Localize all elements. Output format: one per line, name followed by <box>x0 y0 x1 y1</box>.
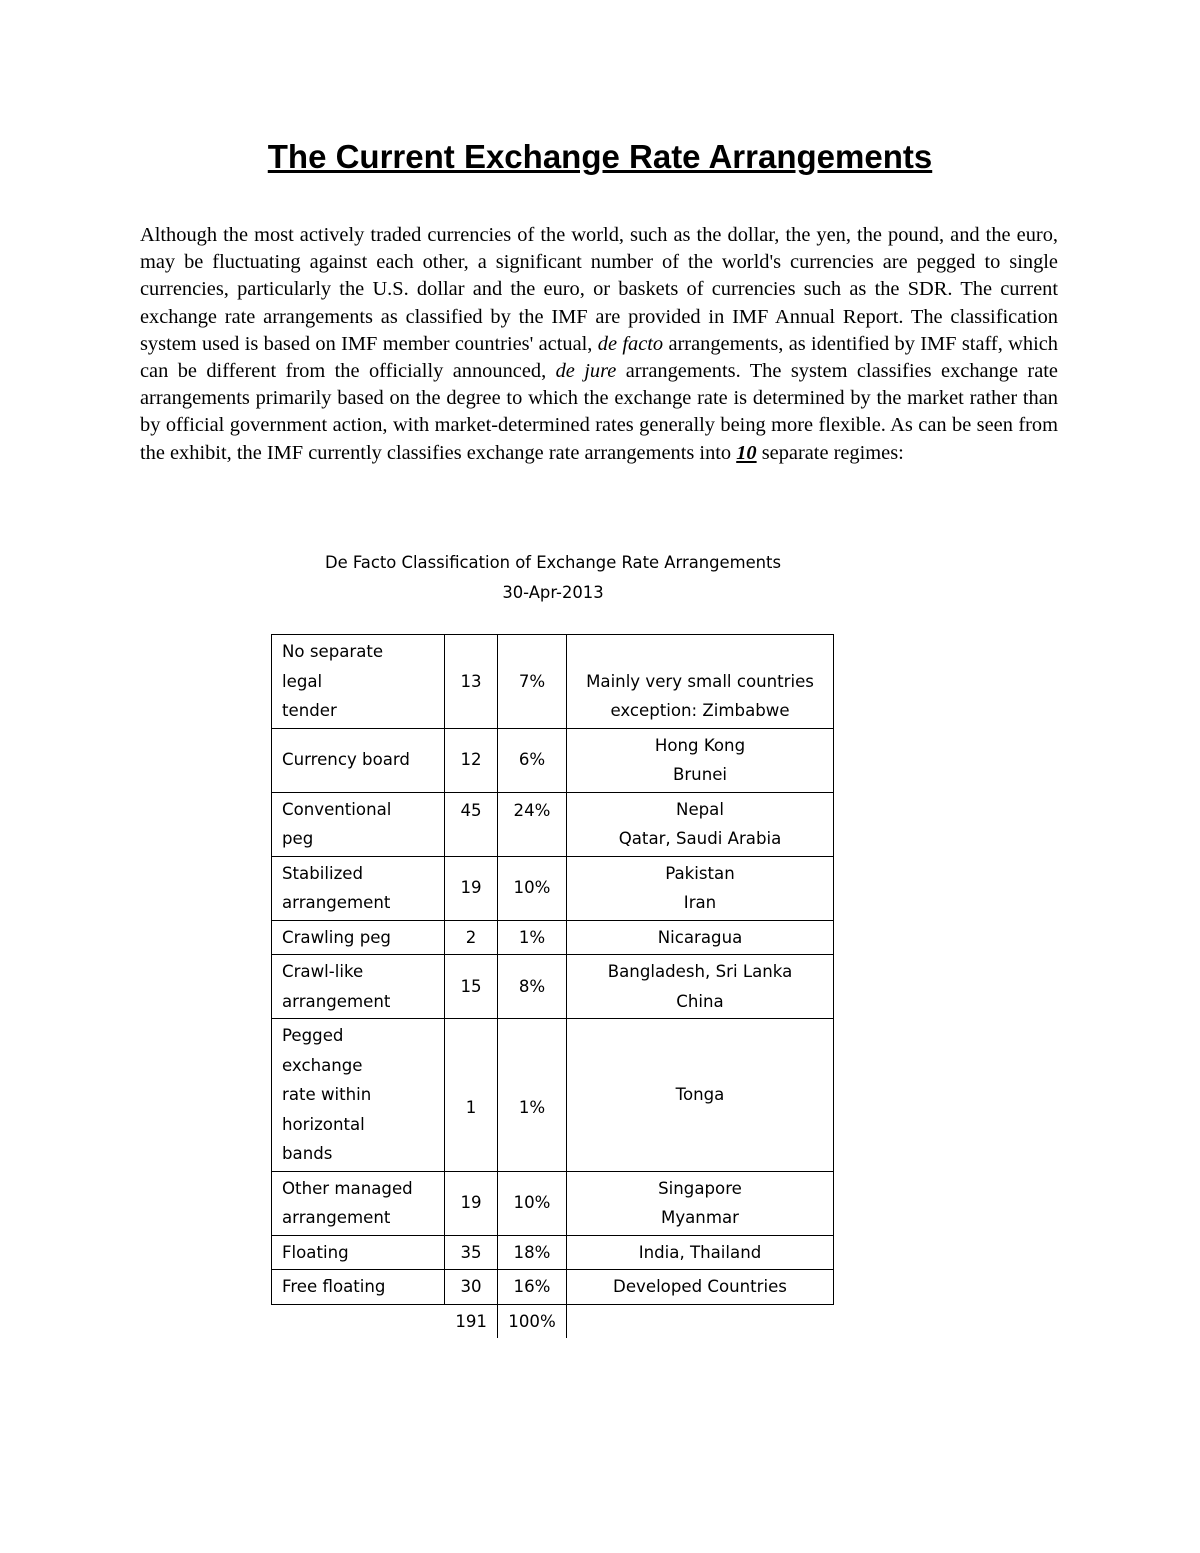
row-examples: Hong Kong Brunei <box>567 728 834 792</box>
table-caption-date: 30-Apr-2013 <box>502 583 604 602</box>
row-examples: Nepal Qatar, Saudi Arabia <box>567 792 834 856</box>
row-count: 45 <box>445 792 498 856</box>
row-label: Conventional peg <box>272 792 445 856</box>
row-examples: Nicaragua <box>567 920 834 955</box>
row-count: 15 <box>445 955 498 1019</box>
row-label: Stabilized arrangement <box>272 856 445 920</box>
table-row <box>272 1270 834 1305</box>
para-text-2: arrangements, as identified by IMF staff, which can be different from the officially announced, <box>140 332 1058 383</box>
total-examples-empty <box>567 1304 834 1338</box>
table-row <box>272 920 834 955</box>
total-count: 191 <box>445 1304 498 1338</box>
para-regime-count: 10 <box>736 441 757 464</box>
row-count: 2 <box>445 920 498 955</box>
row-percent: 10% <box>498 856 567 920</box>
table-row <box>272 856 834 920</box>
row-count: 1 <box>445 1019 498 1172</box>
table-row <box>272 1235 834 1270</box>
row-examples: Mainly very small countries exception: Zimbabwe <box>567 635 834 729</box>
row-label: Crawling peg <box>272 920 445 955</box>
table-row <box>272 792 834 856</box>
row-label: No separate legal tender <box>272 635 445 729</box>
total-percent: 100% <box>498 1304 567 1338</box>
para-text-3: arrangements. The system classifies exchange rate arrangements primarily based on the degree to which the exchange rate is determined by the market rather than by official government action, with market-determined rates generally being more flexible. As can be seen from the exhibit, the IMF currently classifies exchange rate arrangements into <box>140 360 1058 464</box>
row-label: Other managed arrangement <box>272 1171 445 1235</box>
row-examples: Singapore Myanmar <box>567 1171 834 1235</box>
table-row <box>272 955 834 1019</box>
table-row <box>272 1019 834 1172</box>
row-count: 19 <box>445 1171 498 1235</box>
row-label: Pegged exchange rate within horizontal bands <box>272 1019 445 1172</box>
row-count: 12 <box>445 728 498 792</box>
row-count: 19 <box>445 856 498 920</box>
row-label: Crawl-like arrangement <box>272 955 445 1019</box>
row-percent: 1% <box>498 920 567 955</box>
total-label-empty <box>272 1304 445 1338</box>
row-percent: 24% <box>498 792 567 856</box>
page-title: The Current Exchange Rate Arrangements <box>267 138 933 175</box>
total-row <box>272 1304 834 1338</box>
row-percent: 1% <box>498 1019 567 1172</box>
row-count: 13 <box>445 635 498 729</box>
para-text-1: Although the most actively traded currencies of the world, such as the dollar, the yen, the pound, and the euro, may be fluctuating against each other, a significant number of the world's currencies are pegged to single currencies, particularly the U.S. dollar and the euro, or baskets of currencies such as the SDR. The current exchange rate arrangements as classified by the IMF are provided in IMF Annual Report. The classification system used is based on IMF member countries' actual, <box>140 224 1058 355</box>
table-row <box>272 635 834 729</box>
row-examples: India, Thailand <box>567 1235 834 1270</box>
row-label: Free floating <box>272 1270 445 1305</box>
arrangements-table <box>271 634 834 1338</box>
row-label: Floating <box>272 1235 445 1270</box>
row-percent: 16% <box>498 1270 567 1305</box>
row-percent: 7% <box>498 635 567 729</box>
row-count: 30 <box>445 1270 498 1305</box>
table-caption-title: De Facto Classification of Exchange Rate Arrangements <box>324 553 782 572</box>
row-examples: Tonga <box>567 1019 834 1172</box>
row-label: Currency board <box>272 728 445 792</box>
row-percent: 10% <box>498 1171 567 1235</box>
intro-paragraph <box>140 222 1058 467</box>
para-text-4: separate regimes: <box>756 441 904 464</box>
row-percent: 8% <box>498 955 567 1019</box>
row-percent: 6% <box>498 728 567 792</box>
row-examples: Developed Countries <box>567 1270 834 1305</box>
table-row <box>272 728 834 792</box>
para-em-de-jure: de jure <box>555 360 617 383</box>
table-row <box>272 1171 834 1235</box>
row-count: 35 <box>445 1235 498 1270</box>
para-em-de-facto: de facto <box>597 332 664 355</box>
row-percent: 18% <box>498 1235 567 1270</box>
row-examples: Bangladesh, Sri Lanka China <box>567 955 834 1019</box>
row-examples: Pakistan Iran <box>567 856 834 920</box>
